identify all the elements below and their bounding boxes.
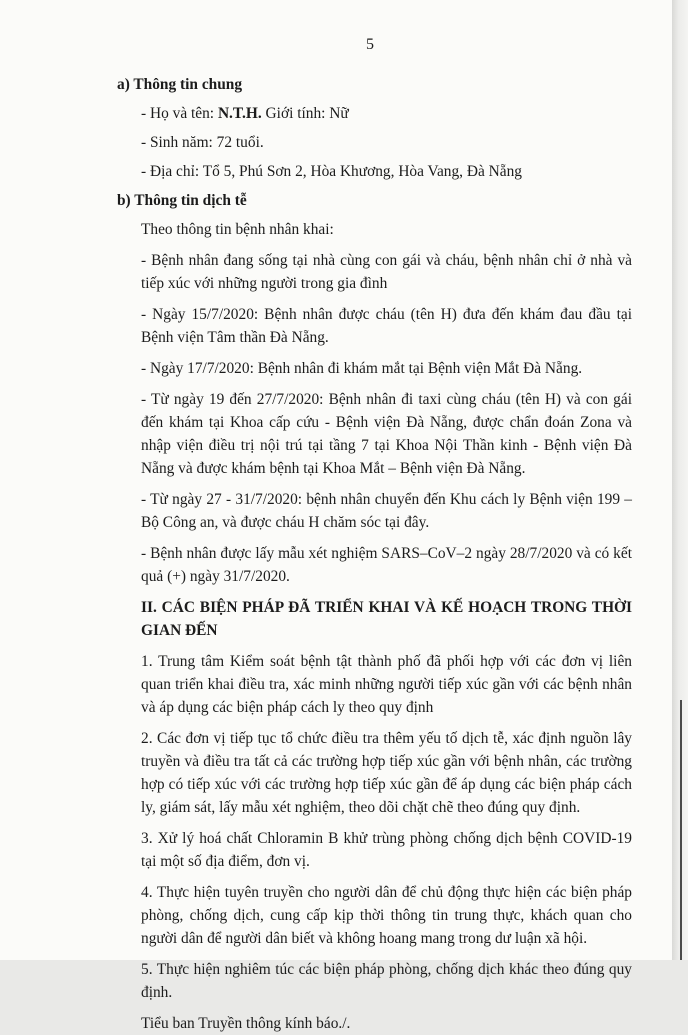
- epi-item: - Bệnh nhân được lấy mẫu xét nghiệm SARS–CoV–2 ngày 28/7/2020 và có kết quả (+) ngày 31/7/2020.: [141, 545, 632, 585]
- patient-name: N.T.H.: [217, 105, 262, 122]
- measure-item: 4. Thực hiện tuyên truyền cho người dân để chủ động thực hiện các biện pháp phòng, chống dịch, cung cấp kịp thời thông tin trung thực, khách quan cho người dân để người dân biết và không hoang mang trong dư luận xã hội.: [141, 884, 632, 947]
- name-label: - Họ và tên:: [141, 105, 218, 122]
- epi-item: - Từ ngày 19 đến 27/7/2020: Bệnh nhân đi taxi cùng cháu (tên H) và con gái đến khám tại Khoa cấp cứu - Bệnh viện Đà Nẵng, được chẩn đoán Zona và nhập viện điều trị nội trú tại tầng 7 tại Khoa Nội Thần kinh - Bệnh viện Đà Nẵng và được khám bệnh tại Khoa Mắt – Bệnh viện Đà Nẵng.: [141, 391, 632, 477]
- patient-birth: - Sinh năm: 72 tuổi.: [141, 134, 264, 151]
- epi-item: - Ngày 17/7/2020: Bệnh nhân đi khám mắt tại Bệnh viện Mắt Đà Nẵng.: [141, 360, 583, 377]
- page-number: 5: [366, 36, 374, 53]
- document-body: [117, 73, 632, 1035]
- section-b-intro: Theo thông tin bệnh nhân khai:: [141, 221, 334, 238]
- patient-address: - Địa chỉ: Tổ 5, Phú Sơn 2, Hòa Khương, Hòa Vang, Đà Nẵng: [141, 163, 522, 180]
- patient-gender: Giới tính: Nữ: [261, 105, 349, 122]
- epi-item: - Bệnh nhân đang sống tại nhà cùng con gái và cháu, bệnh nhân chỉ ở nhà và tiếp xúc với những người trong gia đình: [141, 252, 632, 292]
- measure-item: 3. Xử lý hoá chất Chloramin B khử trùng phòng chống dịch bệnh COVID-19 tại một số địa điểm, đơn vị.: [141, 830, 632, 870]
- section-ii-heading: II. CÁC BIỆN PHÁP ĐÃ TRIỂN KHAI VÀ KẾ HOẠCH TRONG THỜI GIAN ĐẾN: [141, 599, 632, 639]
- epi-item: - Ngày 15/7/2020: Bệnh nhân được cháu (tên H) đưa đến khám đau đầu tại Bệnh viện Tâm thần Đà Nẵng.: [141, 306, 632, 346]
- measure-item: 2. Các đơn vị tiếp tục tổ chức điều tra thêm yếu tố dịch tễ, xác định nguồn lây truyền và điều tra tất cả các trường hợp tiếp xúc gần với bệnh nhân, các trường hợp có tiếp xúc với các trường hợp tiếp xúc gần để áp dụng các biện pháp cách ly, giám sát, lấy mẫu xét nghiệm, theo dõi chặt chẽ theo đúng quy định.: [141, 730, 632, 816]
- section-a-heading: a) Thông tin chung: [117, 76, 243, 93]
- measure-item: 5. Thực hiện nghiêm túc các biện pháp phòng, chống dịch khác theo đúng quy định.: [141, 961, 632, 1001]
- closing-line: Tiểu ban Truyền thông kính báo./.: [141, 1015, 351, 1032]
- epi-item: - Từ ngày 27 - 31/7/2020: bệnh nhân chuyển đến Khu cách ly Bệnh viện 199 – Bộ Công an, và được cháu H chăm sóc tại đây.: [141, 491, 632, 531]
- patient-name-line: [117, 102, 632, 125]
- measure-item: 1. Trung tâm Kiểm soát bệnh tật thành phố đã phối hợp với các đơn vị liên quan triển khai điều tra, xác minh những người tiếp xúc gần với các bệnh nhân và áp dụng các biện pháp cách ly theo quy định: [141, 653, 632, 716]
- scrollbar[interactable]: [680, 700, 682, 960]
- section-b-heading: b) Thông tin dịch tễ: [117, 192, 247, 209]
